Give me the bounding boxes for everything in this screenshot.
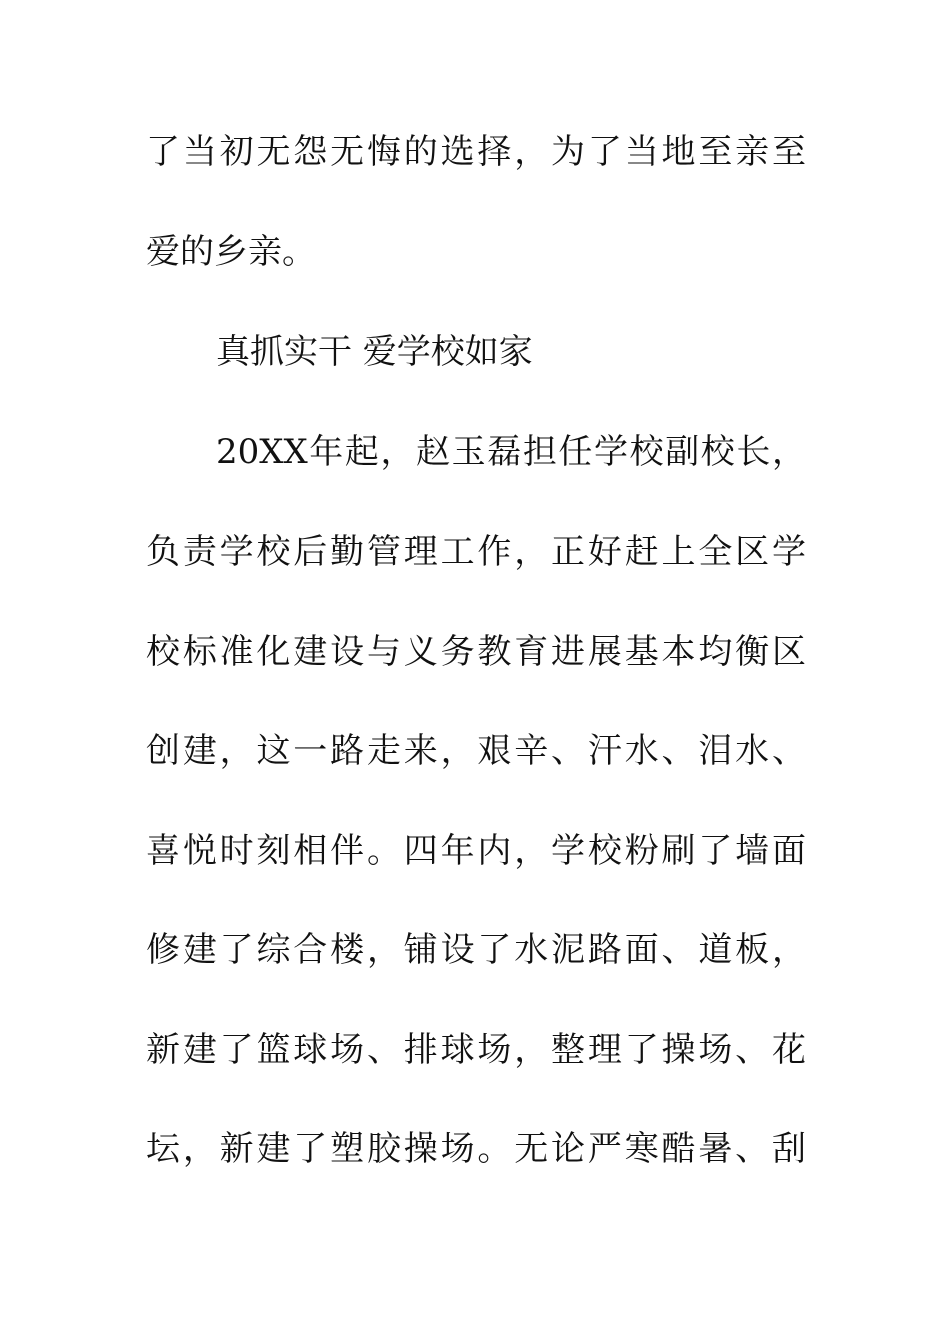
paragraph-line-7: 喜悦时刻相伴。四年内，学校粉刷了墙面 (146, 831, 806, 871)
paragraph-line-8: 修建了综合楼，铺设了水泥路面、道板， (146, 930, 806, 970)
paragraph-line-1: 了当初无怨无悔的选择，为了当地至亲至 (146, 132, 806, 172)
paragraph-line-3: 20XX年起，赵玉磊担任学校副校长， (216, 432, 806, 472)
paragraph-line-2: 爱的乡亲。 (146, 232, 316, 272)
paragraph-line-9: 新建了篮球场、排球场，整理了操场、花 (146, 1030, 806, 1070)
section-heading: 真抓实干 爱学校如家 (216, 332, 533, 372)
paragraph-line-10: 坛，新建了塑胶操场。无论严寒酷暑、刮 (146, 1129, 806, 1169)
paragraph-line-5: 校标准化建设与义务教育进展基本均衡区 (146, 632, 806, 672)
paragraph-line-6: 创建，这一路走来，艰辛、汗水、泪水、 (146, 731, 806, 771)
paragraph-line-4: 负责学校后勤管理工作，正好赶上全区学 (146, 532, 806, 572)
